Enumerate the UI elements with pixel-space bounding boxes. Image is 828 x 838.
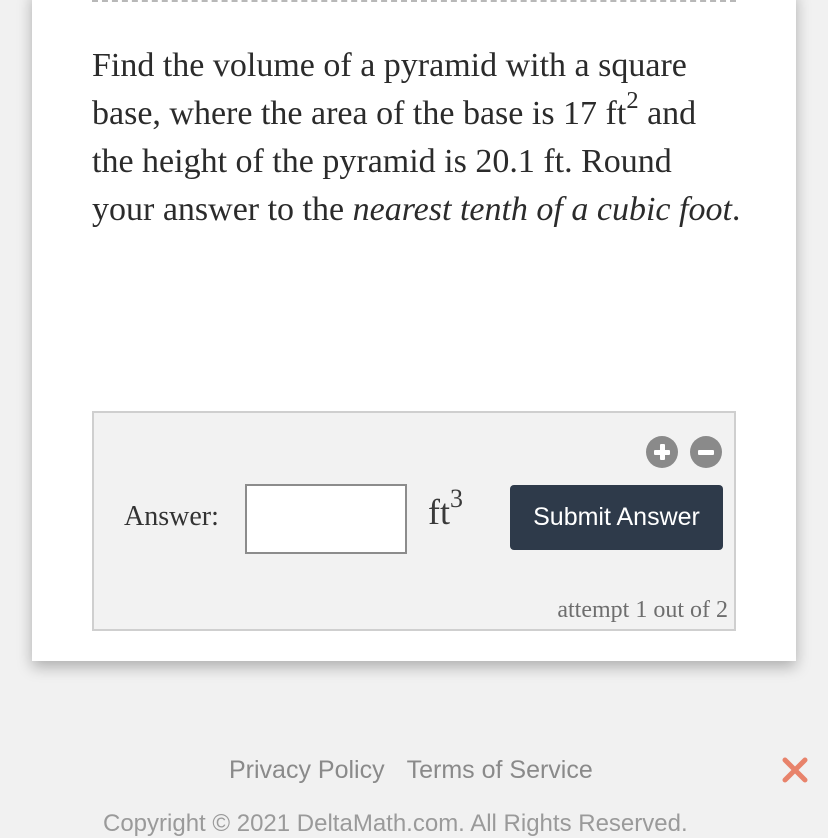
attempt-counter: attempt 1 out of 2 bbox=[557, 597, 728, 623]
problem-text bbox=[92, 42, 742, 234]
unit-label bbox=[428, 484, 463, 533]
rounding-instruction: nearest tenth of a cubic foot bbox=[352, 191, 732, 228]
copyright-text: Copyright © 2021 DeltaMath.com. All Rights Reserved. bbox=[103, 810, 688, 837]
terms-of-service-link[interactable]: Terms of Service bbox=[406, 756, 593, 784]
close-icon[interactable] bbox=[781, 756, 809, 784]
footer-links bbox=[229, 756, 615, 785]
privacy-policy-link[interactable]: Privacy Policy bbox=[229, 756, 385, 784]
separator-line bbox=[92, 0, 736, 2]
answer-panel bbox=[92, 411, 736, 631]
plus-circle-icon[interactable] bbox=[646, 436, 678, 468]
answer-label: Answer: bbox=[124, 501, 219, 532]
problem-text-part3: . bbox=[731, 191, 741, 228]
problem-text-part1: Find the volume of a pyramid with a square base, where the area of the base is 17 ft bbox=[92, 47, 687, 132]
submit-answer-button[interactable]: Submit Answer bbox=[510, 485, 723, 550]
unit-text: ft bbox=[428, 492, 450, 532]
unit-exponent: 3 bbox=[450, 484, 463, 514]
minus-circle-icon[interactable] bbox=[690, 436, 722, 468]
answer-input[interactable] bbox=[245, 484, 407, 554]
problem-text-part2: and the height of the pyramid is 20.1 ft. Round your answer to the bbox=[92, 95, 697, 228]
exponent-2: 2 bbox=[626, 87, 639, 114]
